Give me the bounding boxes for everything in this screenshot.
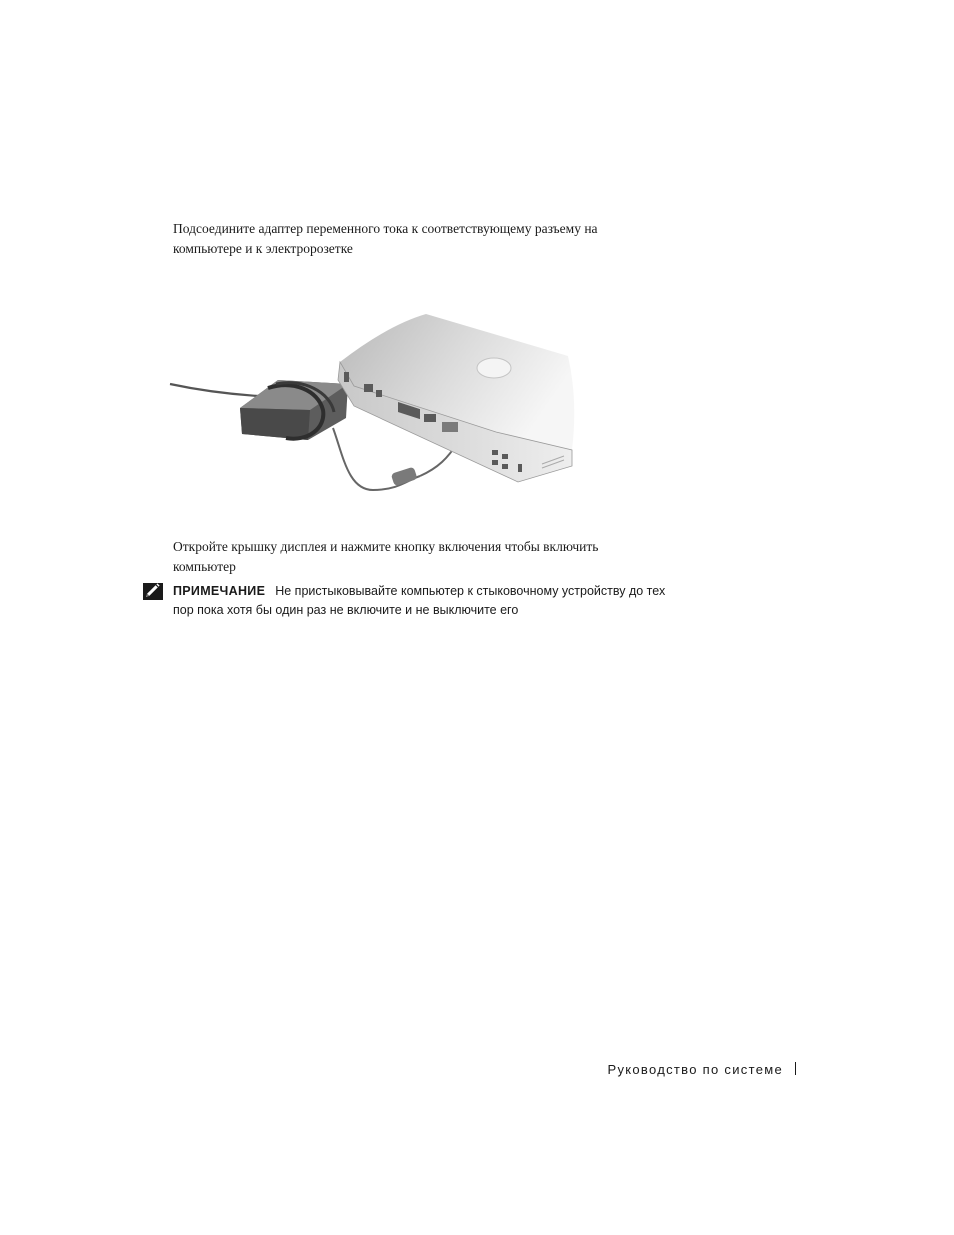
- step-power-on: [173, 537, 733, 577]
- step-connect-line-1: Подсоедините адаптер переменного тока к соответствующему разъему на: [173, 221, 598, 236]
- laptop-ac-adapter-illustration: [158, 310, 590, 510]
- footer-title: Руководство по системе: [607, 1062, 783, 1077]
- step-connect-line-2: компьютере и к электророзетке: [173, 241, 353, 256]
- power-cord: [170, 384, 258, 396]
- step-connect-adapter: [173, 219, 733, 259]
- footer-separator: [795, 1062, 796, 1075]
- step-power-line-2: компьютер: [173, 559, 236, 574]
- note-text: [173, 582, 763, 620]
- note-line-1-text: Не пристыковывайте компьютер к стыковочному устройству до тех: [275, 584, 666, 598]
- ac-adapter: [240, 380, 348, 440]
- note-line-1: [173, 582, 763, 601]
- page-footer: [607, 1061, 796, 1079]
- pencil-note-icon: [143, 583, 163, 600]
- dell-logo: [477, 358, 511, 378]
- step-power-line-1: Откройте крышку дисплея и нажмите кнопку включения чтобы включить: [173, 539, 599, 554]
- note-line-2: пор пока хотя бы один раз не включите и не выключите его: [173, 603, 519, 617]
- note-label: ПРИМЕЧАНИЕ: [173, 584, 266, 598]
